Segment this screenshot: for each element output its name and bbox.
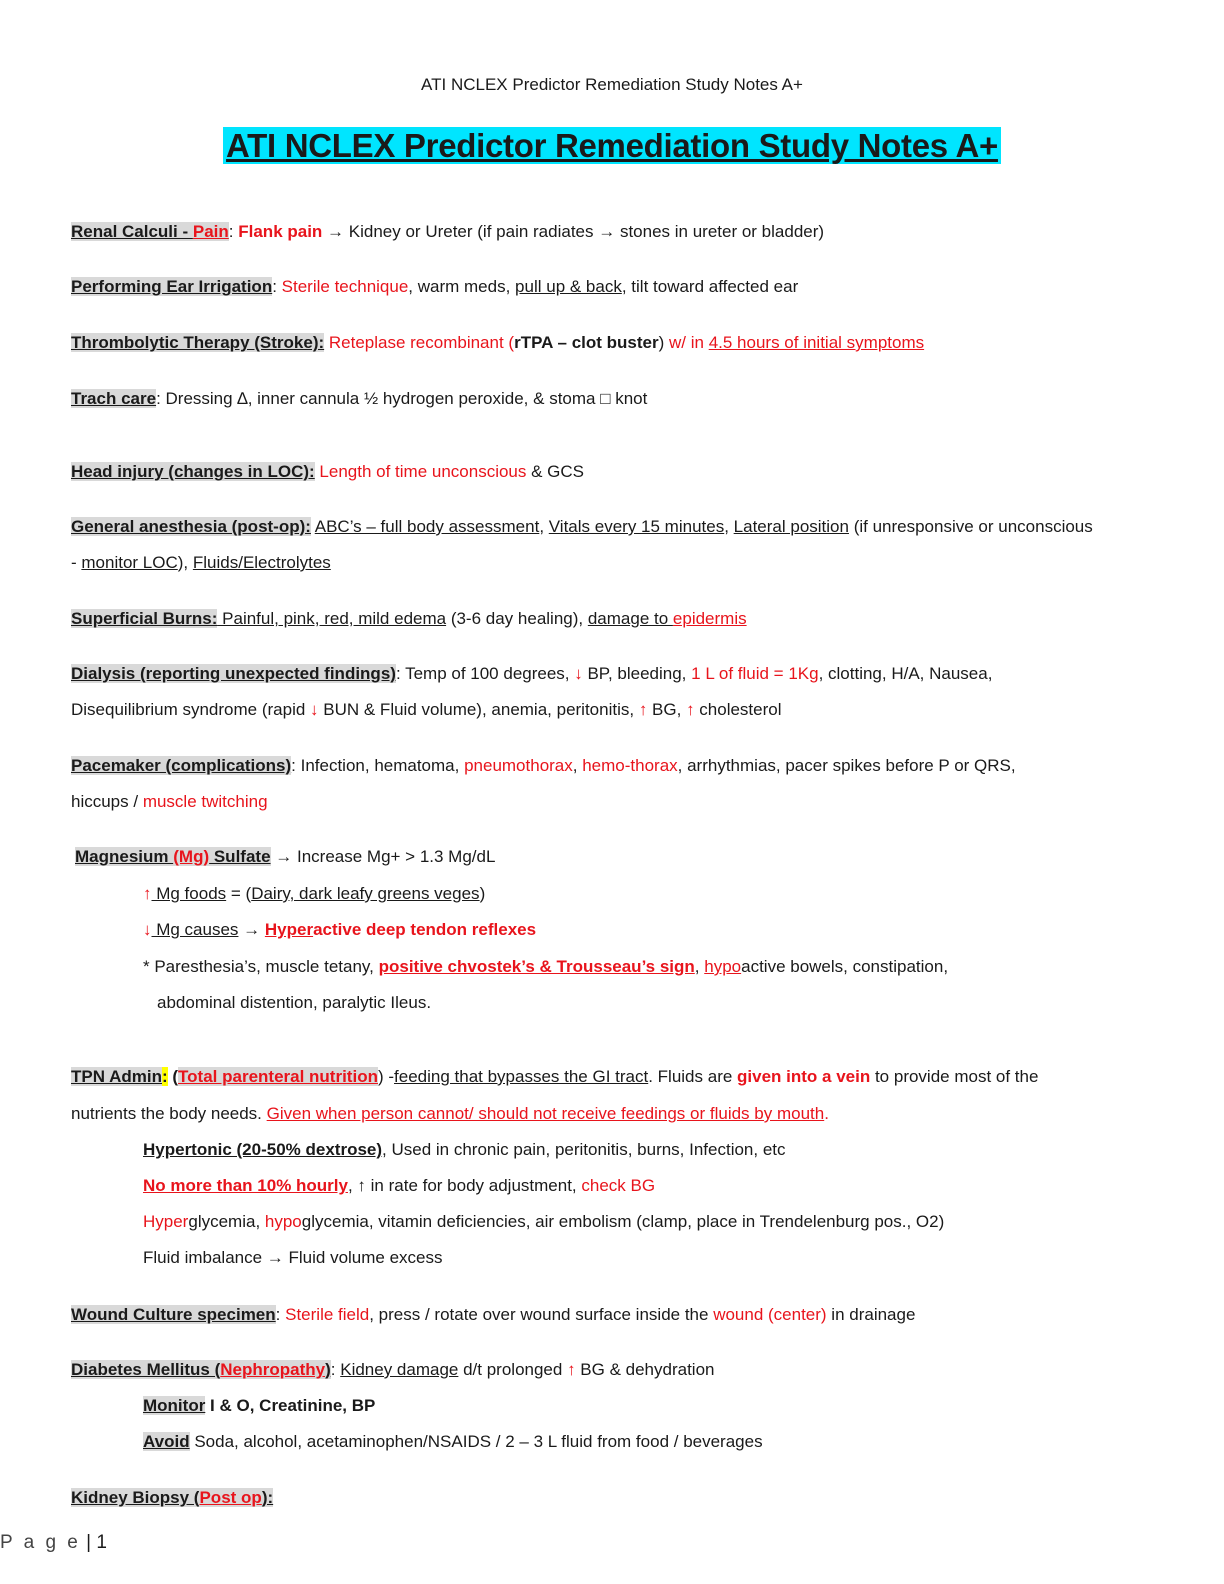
mg-hyper: Hyper <box>264 920 314 939</box>
trach-label: Trach care <box>71 389 157 408</box>
dialysis-t3: , clotting, H/A, Nausea, <box>818 664 993 683</box>
note-tpn-rate <box>143 1176 655 1196</box>
ear-colon: : <box>272 277 282 296</box>
wound-colon: : <box>275 1305 286 1324</box>
tpn-t4: to provide most of the <box>870 1067 1039 1086</box>
mg-causes: Mg causes <box>151 920 239 939</box>
note-head-injury <box>71 462 584 482</box>
tpn-nomore-rest: , ↑ in rate for body adjustment, <box>347 1176 582 1195</box>
note-pacemaker <box>71 756 1016 776</box>
up-arrow-icon: ↑ <box>686 700 695 719</box>
ear-label: Performing Ear Irrigation <box>71 277 273 296</box>
note-thrombolytic <box>71 333 924 353</box>
thrombo-t3: rTPA – clot buster <box>514 333 659 352</box>
note-magnesium <box>75 847 495 867</box>
mg-para1: * Paresthesia’s, muscle tetany, <box>143 957 379 976</box>
anesthesia-c2: , <box>724 517 734 536</box>
note-mg-foods <box>143 884 485 904</box>
dialysis-l2c: BG, <box>647 700 687 719</box>
head-rest: & GCS <box>526 462 585 481</box>
down-arrow-icon: ↓ <box>143 920 152 939</box>
tpn-hypog-rest: glycemia, vitamin deficiencies, air embolism (clamp, place in Trendelenburg pos., O2) <box>301 1212 945 1231</box>
mg-label1: Magnesium <box>75 847 174 866</box>
dialysis-t2: BP, bleeding, <box>582 664 692 683</box>
pacemaker-l2a: hiccups / <box>71 792 143 811</box>
note-tpn-fluid: Fluid imbalance → Fluid volume excess <box>143 1248 443 1267</box>
up-arrow-icon: ↑ <box>567 1360 576 1379</box>
diabetes-kidney: Kidney damage <box>340 1360 459 1379</box>
biopsy-label2: ): <box>261 1488 274 1507</box>
tpn-t3: . Fluids are <box>648 1067 738 1086</box>
down-arrow-icon: ↓ <box>574 664 583 683</box>
wound-label: Wound Culture specimen <box>71 1305 276 1324</box>
thrombo-t6: 4.5 hours of initial symptoms <box>708 333 925 352</box>
pacemaker-t1: : Infection, hematoma, <box>291 756 465 775</box>
diabetes-t2: BG & dehydration <box>575 1360 715 1379</box>
note-diabetes-avoid <box>143 1432 763 1452</box>
diabetes-label1: Diabetes Mellitus ( <box>71 1360 221 1379</box>
mg-causes-mid: → <box>238 920 265 939</box>
tpn-check: check BG <box>581 1176 656 1195</box>
note-mg-causes <box>143 920 536 940</box>
tpn-hyperg: Hyper <box>143 1212 189 1231</box>
diabetes-label2: ) <box>325 1360 331 1379</box>
dialysis-l2d: cholesterol <box>694 700 782 719</box>
running-header: ATI NCLEX Predictor Remediation Study Notes A+ <box>421 75 803 94</box>
mg-chvostek: positive chvostek’s & Trousseau’s sign <box>378 957 695 976</box>
tpn-hypog: hypo <box>264 1212 302 1231</box>
burns-mid: (3-6 day healing), <box>446 609 588 628</box>
note-superficial-burns <box>71 609 747 629</box>
diabetes-monitor: Monitor <box>143 1396 206 1415</box>
note-general-anesthesia <box>71 517 1093 537</box>
footer-page-label: P a g e <box>0 1532 81 1553</box>
mg-para3: active bowels, constipation, <box>741 957 949 976</box>
tpn-label: TPN Admin <box>71 1067 162 1086</box>
note-dialysis-l2 <box>71 700 782 720</box>
mg-rest: → Increase Mg+ > 1.3 Mg/dL <box>270 847 496 866</box>
renal-rest: → Kidney or Ureter (if pain radiates → stones in ureter or bladder) <box>322 222 825 241</box>
note-tpn-l2 <box>71 1104 829 1124</box>
mg-foods-list: Dairy, dark leafy greens veges <box>251 884 480 903</box>
note-tpn-glycemia <box>143 1212 944 1232</box>
note-dialysis <box>71 664 992 684</box>
note-general-anesthesia-l2 <box>71 553 331 573</box>
note-kidney-biopsy <box>71 1488 273 1508</box>
tpn-nomore: No more than 10% hourly <box>143 1176 348 1195</box>
mg-para2: , <box>694 957 705 976</box>
tpn-hyperg-rest: glycemia, <box>188 1212 265 1231</box>
tpn-t2: ) - <box>377 1067 395 1086</box>
diabetes-avoid-rest: Soda, alcohol, acetaminophen/NSAIDS / 2 – 3 L fluid from food / beverages <box>189 1432 763 1451</box>
ear-mid: , warm meds, <box>408 277 516 296</box>
pacemaker-t2: , arrhythmias, pacer spikes before P or QRS, <box>677 756 1016 775</box>
trach-rest: : Dressing ∆, inner cannula ½ hydrogen peroxide, & stoma □ knot <box>156 389 648 408</box>
anesthesia-monitor-loc: monitor LOC <box>81 553 178 572</box>
pacemaker-label: Pacemaker (complications) <box>71 756 292 775</box>
anesthesia-l2a: - <box>71 553 82 572</box>
page-title <box>0 127 1224 165</box>
anesthesia-fluids: Fluids/Electrolytes <box>192 553 331 572</box>
note-mg-paresthesia-l2: abdominal distention, paralytic Ileus. <box>157 993 432 1012</box>
tpn-hypertonic-rest: , Used in chronic pain, peritonitis, burns, Infection, etc <box>382 1140 786 1159</box>
diabetes-avoid: Avoid <box>143 1432 190 1451</box>
note-ear-irrigation <box>71 277 798 297</box>
dialysis-red: 1 L of fluid = 1Kg <box>691 664 819 683</box>
pacemaker-hemo: hemo-thorax <box>582 756 678 775</box>
tpn-red: Total parenteral nutrition <box>178 1067 378 1086</box>
thrombo-t5: w/ in <box>669 333 709 352</box>
burns-epidermis: epidermis <box>672 609 747 628</box>
diabetes-colon: : <box>330 1360 341 1379</box>
diabetes-t1: d/t prolonged <box>458 1360 568 1379</box>
wound-t2: in drainage <box>826 1305 916 1324</box>
diabetes-monitor-rest: I & O, Creatinine, BP <box>205 1396 376 1415</box>
note-renal-calculi <box>71 222 824 242</box>
pacemaker-c1: , <box>572 756 583 775</box>
renal-label-red: Pain <box>192 222 229 241</box>
diabetes-label-red: Nephropathy <box>220 1360 326 1379</box>
tpn-vein: given into a vein <box>737 1067 871 1086</box>
thrombo-t1: Reteplase recombinant <box>324 333 504 352</box>
up-arrow-icon: ↑ <box>143 884 152 903</box>
anesthesia-abc: ABC’s – full body assessment <box>314 517 540 536</box>
anesthesia-c1: , <box>539 517 549 536</box>
mg-foods-rest: = ( <box>226 884 252 903</box>
dialysis-label: Dialysis (reporting unexpected findings) <box>71 664 396 683</box>
ear-pull: pull up & back <box>515 277 622 296</box>
head-label: Head injury (changes in LOC): <box>71 462 315 481</box>
ear-rest: , tilt toward affected ear <box>621 277 799 296</box>
thrombo-t4: ) <box>658 333 669 352</box>
anesthesia-rest: (if unresponsive or unconscious <box>848 517 1093 536</box>
ear-sterile: Sterile technique <box>281 277 409 296</box>
note-tpn-hypertonic <box>143 1140 786 1160</box>
renal-label: Renal Calculi - <box>71 222 193 241</box>
tpn-colon: : <box>161 1067 168 1086</box>
up-arrow-icon: ↑ <box>638 700 648 719</box>
burns-dmg: damage to <box>587 609 673 628</box>
note-pacemaker-l2 <box>71 792 268 812</box>
dialysis-l2a: Disequilibrium syndrome (rapid <box>71 700 311 719</box>
pacemaker-pneumo: pneumothorax <box>464 756 573 775</box>
tpn-l2a: nutrients the body needs. <box>71 1104 267 1123</box>
footer-sep: | <box>80 1532 97 1553</box>
burns-desc: Painful, pink, red, mild edema <box>217 609 447 628</box>
dialysis-l2b: BUN & Fluid volume), anemia, peritonitis, <box>318 700 639 719</box>
burns-label: Superficial Burns: <box>71 609 218 628</box>
note-wound-culture <box>71 1305 915 1325</box>
dialysis-t1: : Temp of 100 degrees, <box>395 664 575 683</box>
wound-sterile: Sterile field <box>285 1305 370 1324</box>
mg-label2: Sulfate <box>209 847 271 866</box>
down-arrow-icon: ↓ <box>310 700 319 719</box>
tpn-feed: feeding that bypasses the GI tract <box>394 1067 649 1086</box>
thrombo-t2: ( <box>503 333 515 352</box>
anesthesia-label: General anesthesia (post-op): <box>71 517 311 536</box>
note-diabetes <box>71 1360 715 1380</box>
tpn-hypertonic: Hypertonic (20-50% dextrose) <box>143 1140 383 1159</box>
anesthesia-vitals: Vitals every 15 minutes <box>548 517 725 536</box>
anesthesia-lateral: Lateral position <box>733 517 849 536</box>
mg-foods: Mg foods <box>151 884 227 903</box>
mg-label-red: (Mg) <box>173 847 210 866</box>
biopsy-label1: Kidney Biopsy ( <box>71 1488 200 1507</box>
note-mg-paresthesia <box>143 957 948 977</box>
anesthesia-l2c: ), <box>177 553 193 572</box>
wound-center: wound (center) <box>713 1305 827 1324</box>
biopsy-label-red: Post op <box>199 1488 262 1507</box>
wound-t1: , press / rotate over wound surface inside the <box>369 1305 714 1324</box>
renal-flank: Flank pain <box>238 222 323 241</box>
mg-hypo: hypo <box>704 957 742 976</box>
page-footer <box>0 1532 107 1554</box>
footer-page-number: 1 <box>96 1532 107 1553</box>
note-trach-care <box>71 389 647 409</box>
tpn-t1: ( <box>167 1067 179 1086</box>
note-diabetes-monitor <box>143 1396 375 1416</box>
head-red: Length of time unconscious <box>314 462 527 481</box>
mg-hyper-rest: active deep tendon reflexes <box>313 920 537 939</box>
note-tpn <box>71 1067 1038 1087</box>
tpn-l2b: Given when person cannot/ should not receive feedings or fluids by mouth <box>266 1104 825 1123</box>
mg-foods-end: ) <box>479 884 486 903</box>
renal-colon: : <box>228 222 234 241</box>
thrombo-label: Thrombolytic Therapy (Stroke): <box>71 333 325 352</box>
pacemaker-twitching: muscle twitching <box>142 792 268 811</box>
page-title-text: ATI NCLEX Predictor Remediation Study Notes A+ <box>223 127 1001 164</box>
tpn-l2c: . <box>824 1104 829 1123</box>
